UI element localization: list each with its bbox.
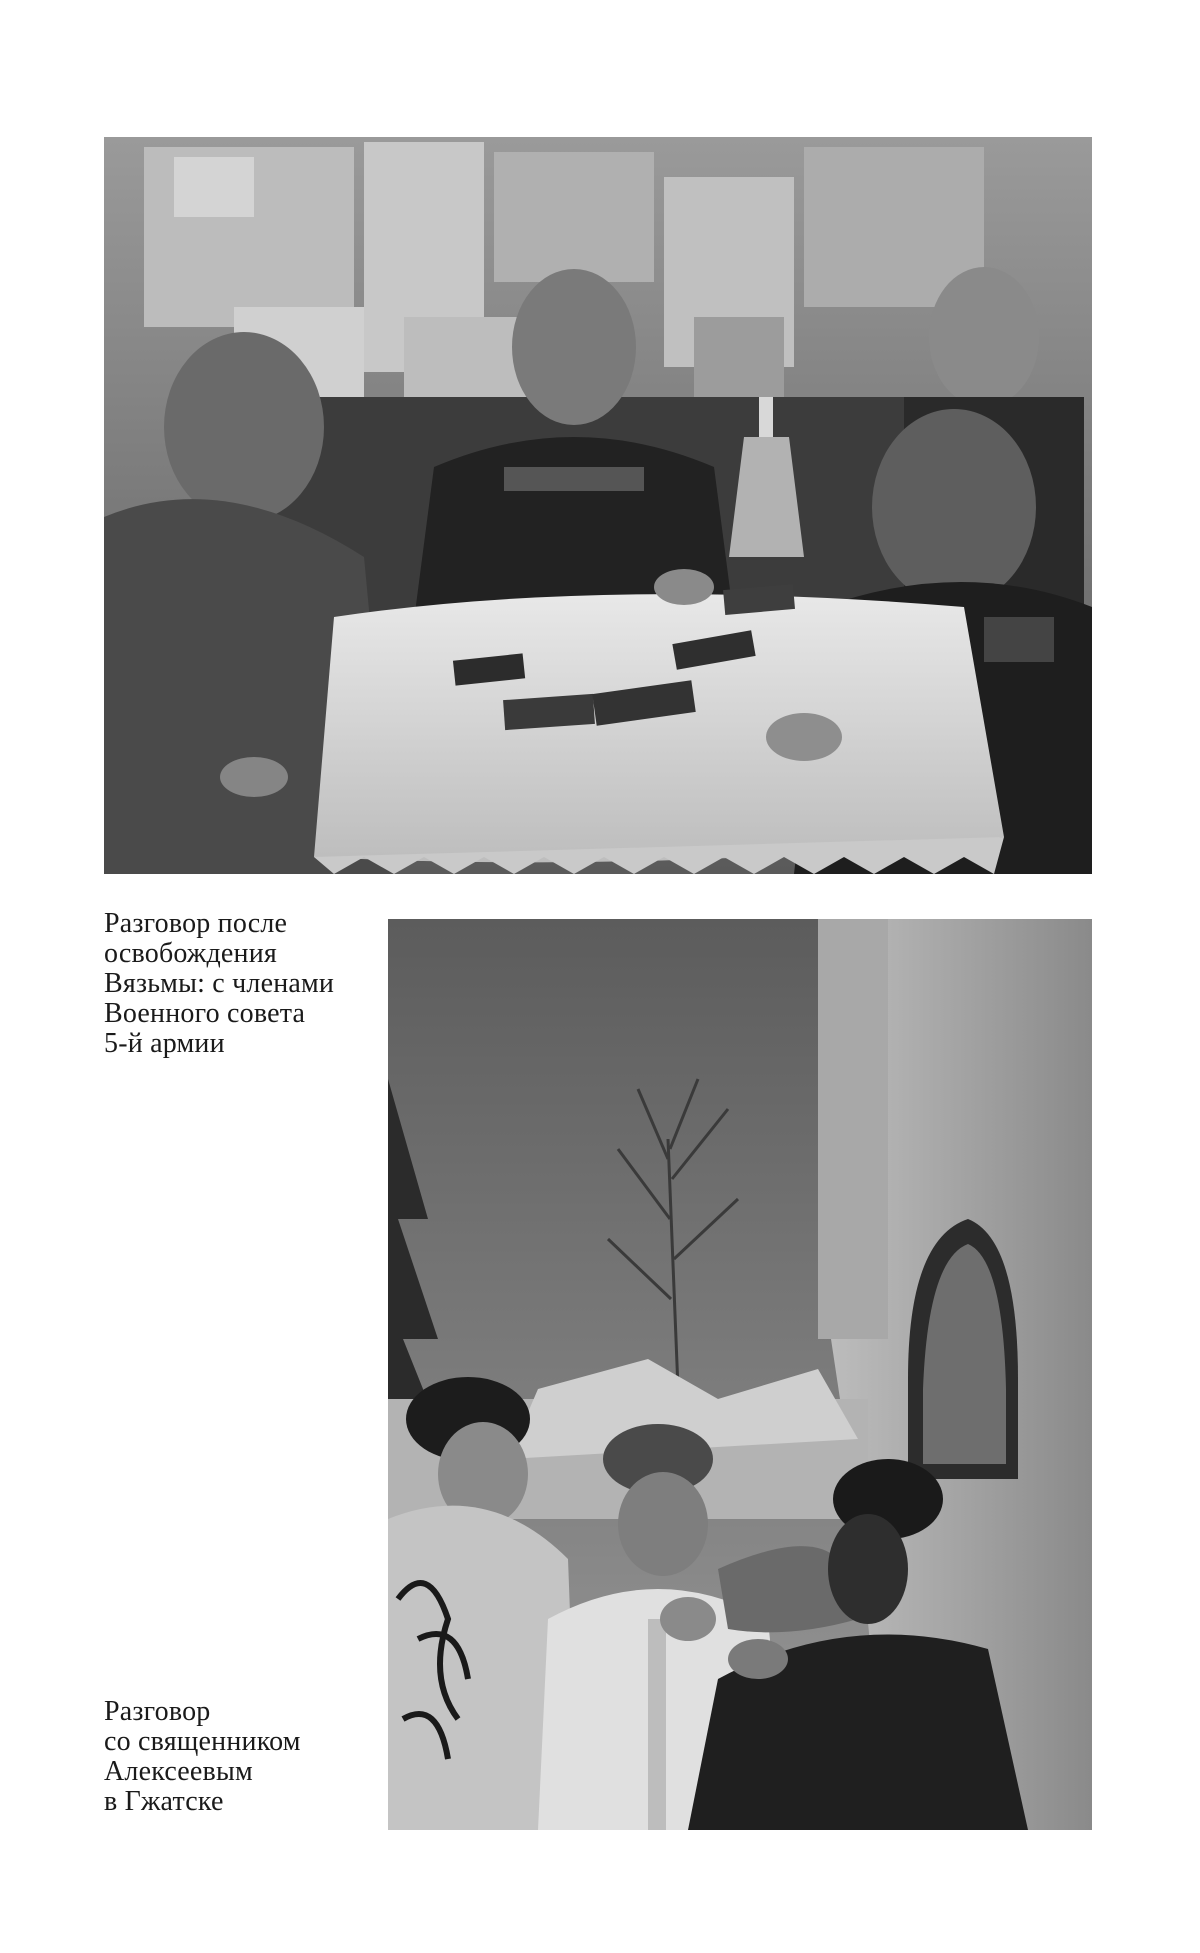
caption-line: в Гжатске	[104, 1786, 224, 1817]
caption-line: Военного совета	[104, 998, 306, 1029]
photo-meeting-table	[104, 137, 1092, 874]
photo-conversation-priest	[388, 919, 1092, 1830]
caption-line: Вязьмы: с членами	[104, 968, 335, 999]
caption-line: Алексеевым	[104, 1756, 253, 1787]
caption-line: со священником	[104, 1726, 301, 1757]
photo-conversation-priest-image	[388, 919, 1092, 1830]
caption-conversation-priest	[104, 1697, 301, 1817]
caption-line: освобождения	[104, 938, 277, 969]
caption-line: 5-й армии	[104, 1028, 225, 1059]
photo-meeting-table-image	[104, 137, 1092, 874]
caption-meeting-table	[104, 909, 334, 1059]
caption-line: Разговор после	[104, 908, 288, 939]
caption-line: Разговор	[104, 1696, 211, 1727]
